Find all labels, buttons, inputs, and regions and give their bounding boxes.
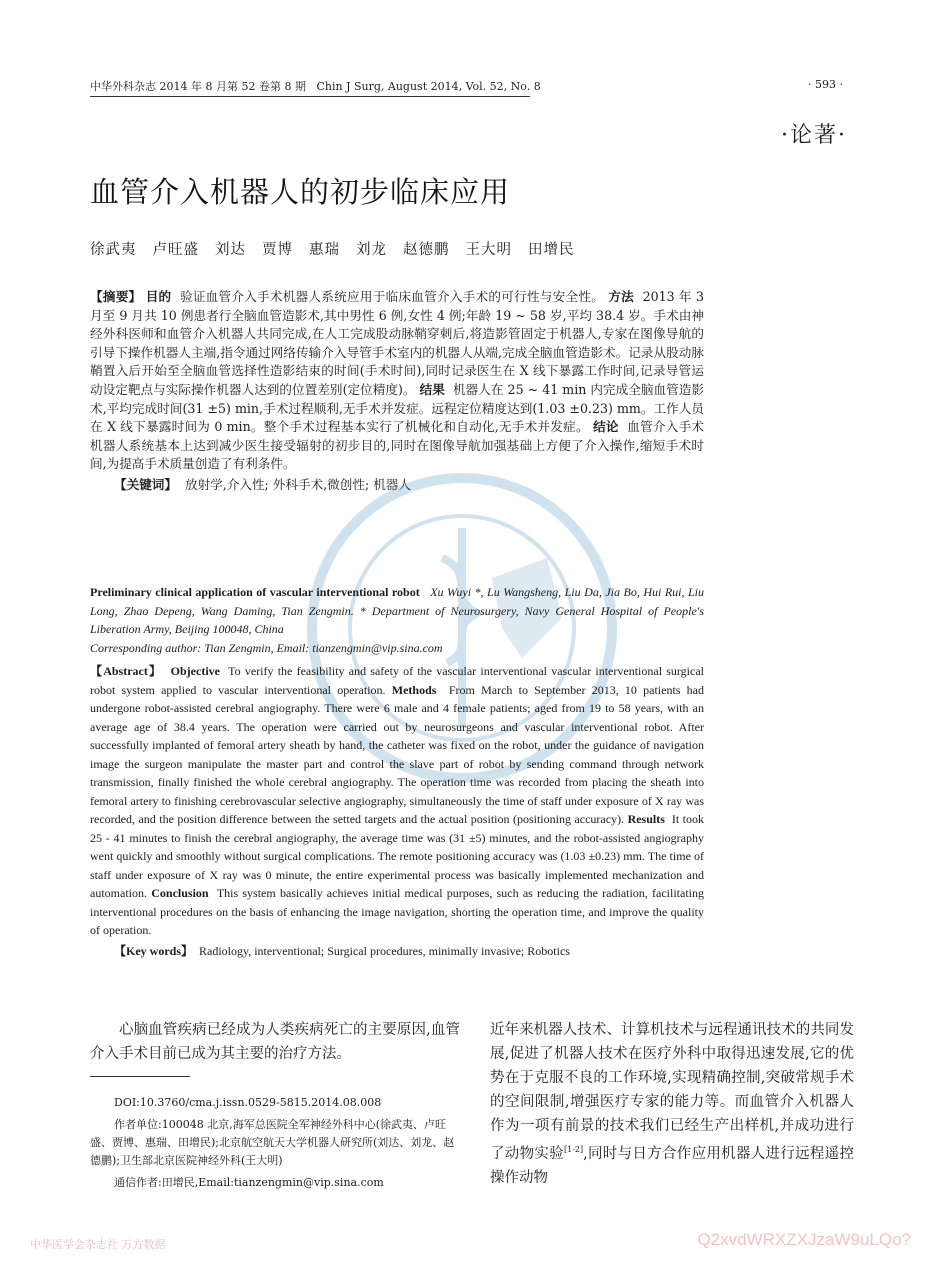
footnote-rule bbox=[90, 1076, 190, 1077]
en-results-label: Results bbox=[627, 812, 665, 826]
en-methods: From March to September 2013, 10 patients had undergone robot-assisted cerebral angiography. There were 6 male and 4 female patients; aged from 19 to 58 years, with an average age of 38.4 years. The operation were carried out by neurosurgeons and vascular interventional robot. After successfully implanted of femoral artery sheath by hand, the catheter was fixed on the robot, under the guidance of navigation image the surgeon manipulate the master part and control the slave part of robot by sending command through network transmission, finally finished the whole cerebral angiography. The operation time was recorded from placing the sheath into femoral artery to finishing cerebrovascular selective angiography, simultaneously the time of staff under exposure of X ray was recorded, and the position difference between the setted targets and the actual position (positioning accuracy). bbox=[90, 682, 705, 826]
en-keywords: Radiology, interventional; Surgical procedures, minimally invasive; Robotics bbox=[199, 943, 570, 958]
header-rule bbox=[90, 96, 530, 97]
body-column-right bbox=[490, 1018, 854, 1190]
footnotes bbox=[90, 1094, 460, 1196]
en-objective: To verify the feasibility and safety of the vascular interventional vascular interventional surgical robot system applied to vascular interventional operation. bbox=[90, 664, 705, 697]
cn-methods-label: 方法 bbox=[608, 289, 635, 304]
body-right-text-cont: ,同时与日方合作应用机器人进行远程遥控操作动物 bbox=[490, 1145, 855, 1186]
publisher-logo: 中华医学会杂志社 万方数据 bbox=[30, 1238, 166, 1251]
document-id: Q2xvdWRXZXJzaW9uLQo? bbox=[697, 1230, 911, 1249]
citation-ref: [1-2] bbox=[563, 1145, 584, 1154]
doi-line: DOI:10.3760/cma.j.issn.0529-5815.2014.08.008 bbox=[114, 1096, 382, 1109]
en-keywords-label: 【Key words】 bbox=[114, 943, 193, 958]
cn-results: 机器人在 25 ~ 41 min 内完成全脑血管造影术,平均完成时间(31 ±5) min,手术过程顺利,无手术并发症。远程定位精度达到(1.03 ±0.23) mm。工作人员在 X 线下暴露时间为 0 min。整个手术过程基本实行了机械化和自动化,无手术并发症。 bbox=[90, 381, 705, 435]
author-name: 赵德鹏 bbox=[403, 242, 450, 258]
en-results: It took 25 - 41 minutes to finish the cerebral angiography, the average time was (31 ±5) minutes, and the robot-assisted angiography went quickly and smoothly without surgical complications. The remote positioning accuracy was (1.03 ±0.23) mm. The time of staff under exposure of X ray was 0 minute, the entire experimental process was basically implemented mechanization and automation. bbox=[90, 812, 705, 900]
author-name: 卢旺盛 bbox=[152, 242, 199, 258]
cn-keywords: 放射学,介入性; 外科手术,微创性; 机器人 bbox=[184, 476, 411, 492]
cn-results-label: 结果 bbox=[419, 381, 445, 397]
corresponding-footnote: 通信作者:田增民,Email:tianzengmin@vip.sina.com bbox=[114, 1176, 384, 1189]
body-column-left bbox=[90, 1018, 460, 1066]
body-right-text: 近年来机器人技术、计算机技术与远程通讯技术的共同发展,促进了机器人技术在医疗外科中取得迅速发展,它的优势在于克服不良的工作环境,实现精确控制,突破常规手术的空间限制,增强医疗专家的能力等。而血管介入机器人作为一项有前景的技术我们已经生产出样机,并成功进行了动物实验 bbox=[490, 1022, 854, 1162]
en-meta bbox=[90, 583, 704, 657]
article-title: 血管介入机器人的初步临床应用 bbox=[90, 175, 511, 209]
page-number: · 593 · bbox=[808, 78, 843, 91]
en-affiliation: * Department of Neurosurgery, Navy General Hospital of People's Liberation Army, Beijing 100048, China bbox=[90, 603, 705, 636]
cn-methods: 2013 年 3 月至 9 月共 10 例患者行全脑血管造影术,其中男性 6 例,女性 4 例;年龄 19 ~ 58 岁,平均 38.4 岁。手术由神经外科医师和血管介入机器人共同完成,在人工完成股动脉鞘穿刺后,将造影管固定于机器人,专家在图像导航的引导下操作机器人主端,指令通过网络传输介入导管手术室内的机器人从端,完成全脑血管造影术。记录从股动脉鞘置入后开始至全脑血管选择性造影结束的时间(手术时间),同时记录医生在 X 线下暴露工作时间,记录导管运动设定靶点与实际操作机器人达到的位置差别(定位精度)。 bbox=[90, 289, 705, 397]
body-left-paragraph: 心脑血管疾病已经成为人类疾病死亡的主要原因,血管介入手术目前已成为其主要的治疗方法。 bbox=[90, 1022, 460, 1062]
cn-conclusion: 血管介入手术机器人系统基本上达到减少医生接受辐射的初步目的,同时在图像导航加强基础上方便了介入操作,缩短手术时间,为提高手术质量创造了有利条件。 bbox=[90, 419, 705, 472]
journal-cn: 中华外科杂志 2014 年 8 月第 52 卷第 8 期 bbox=[90, 80, 306, 93]
en-corresponding: Corresponding author: Tian Zengmin, Email: tianzengmin@vip.sina.com bbox=[90, 640, 443, 655]
author-name: 田增民 bbox=[528, 242, 575, 258]
journal-en: Chin J Surg, August 2014, Vol. 52, No. 8 bbox=[316, 80, 541, 93]
cn-keywords-line bbox=[90, 476, 704, 495]
author-name: 王大明 bbox=[465, 242, 512, 258]
cn-conclusion-label: 结论 bbox=[593, 419, 619, 435]
en-abstract-label: 【Abstract】 bbox=[90, 664, 163, 678]
author-name: 刘龙 bbox=[356, 242, 387, 258]
author-name: 贾博 bbox=[262, 242, 293, 258]
en-authors: Xu Wuyi *, Lu Wangsheng, Liu Da, Jia Bo, Hui Rui, Liu Long, Zhao Depeng, Wang Daming, Tian Zengmin. bbox=[90, 585, 705, 618]
en-conclusion: This system basically achieves initial medical purposes, such as reducing the radiation, facilitating interventional procedures on the basis of enhancing the image navigation, shorting the operation time, and improve the quality of operation. bbox=[90, 886, 705, 937]
author-list bbox=[90, 238, 591, 259]
en-methods-label: Methods bbox=[391, 682, 437, 697]
en-keywords-line bbox=[90, 942, 704, 961]
author-name: 徐武夷 bbox=[90, 242, 137, 258]
author-name: 惠瑞 bbox=[309, 242, 340, 258]
en-objective-label: Objective bbox=[170, 664, 220, 678]
cn-keywords-label: 【关键词】 bbox=[114, 476, 177, 492]
en-title: Preliminary clinical application of vascular interventional robot bbox=[90, 585, 420, 599]
en-conclusion-label: Conclusion bbox=[151, 886, 209, 900]
author-name: 刘达 bbox=[215, 242, 246, 258]
cn-abstract-label: 【摘要】 bbox=[90, 289, 142, 304]
cn-objective: 验证血管介入手术机器人系统应用于临床血管介入手术的可行性与安全性。 bbox=[179, 289, 605, 304]
cn-objective-label: 目的 bbox=[145, 289, 172, 304]
column-tag: ·论著· bbox=[781, 123, 847, 148]
cn-abstract bbox=[90, 288, 704, 495]
affiliation-footnote: 作者单位:100048 北京,海军总医院全军神经外科中心(徐武夷、卢旺盛、贾博、惠瑞、田增民);北京航空航天大学机器人研究所(刘达、刘龙、赵德鹏);卫生部北京医院神经外科(王大明) bbox=[90, 1118, 455, 1167]
running-header bbox=[90, 78, 541, 94]
en-abstract bbox=[90, 662, 704, 960]
